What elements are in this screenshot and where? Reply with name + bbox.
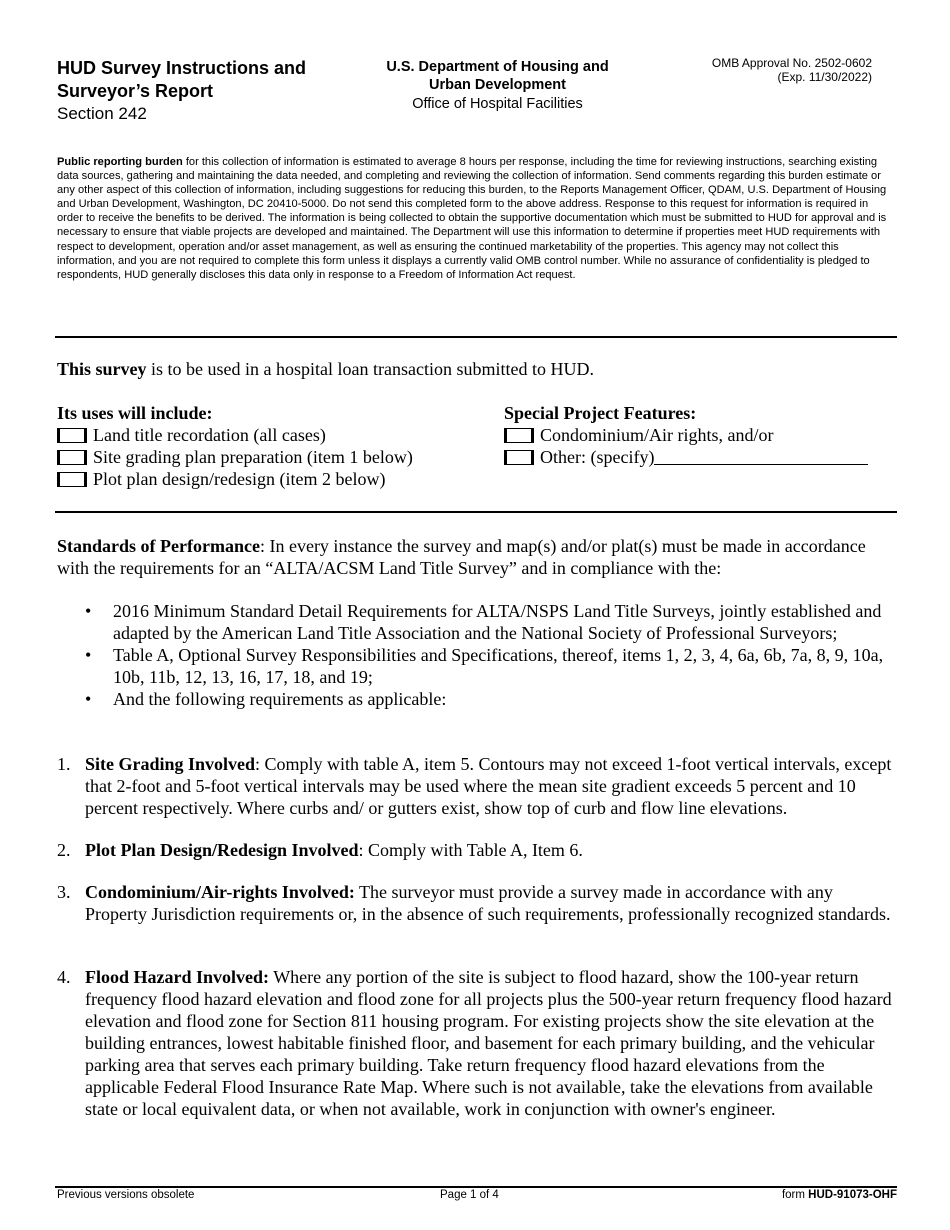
survey-text: is to be used in a hospital loan transaction submitted to HUD. — [146, 359, 594, 379]
requirement-site-grading — [57, 753, 899, 819]
requirement-lead: Condominium/Air-rights Involved: — [85, 882, 355, 902]
agency-name-line-1: U.S. Department of Housing and — [386, 59, 609, 75]
omb-approval-block — [690, 56, 872, 84]
list-item — [57, 688, 899, 710]
checkbox[interactable] — [504, 450, 534, 465]
uses-option-land-title[interactable] — [57, 424, 413, 446]
requirement-number: 1. — [57, 754, 71, 774]
footer-divider — [55, 1186, 897, 1188]
checkbox[interactable] — [57, 472, 87, 487]
divider-top — [55, 336, 897, 338]
requirement-plot-plan — [57, 839, 899, 861]
footer-page-number: Page 1 of 4 — [440, 1189, 499, 1201]
list-item — [57, 600, 899, 644]
survey-lead: This survey — [57, 359, 147, 379]
uses-option-label: Site grading plan preparation (item 1 below) — [93, 447, 413, 467]
divider-middle — [55, 511, 897, 513]
standards-lead: Standards of Performance — [57, 536, 260, 556]
requirement-text: The surveyor must provide a survey made in accordance with any Property Jurisdiction requirements or, in the absence of such requirements, professionally recognized standards. — [85, 882, 891, 924]
standards-of-performance — [57, 535, 899, 579]
requirement-number: 2. — [57, 840, 71, 860]
section-label: Section 242 — [57, 104, 147, 123]
survey-purpose — [57, 359, 594, 380]
burden-text: for this collection of information is estimated to average 8 hours per response, including the time for reviewing instructions, searching existing data sources, gathering and maintaining the data needed, and completing and reviewing the collection of information. Send comments regarding this burden estimate or any other aspect of this collection of information, including suggestions for reducing this burden, to the Reports Management Officer, QDAM, U.S. Department of Housing and Urban Development, Washington, DC 20410-5000. Do not send this completed form to the above address. Response to this request for information is required in order to receive the benefits to be derived. The information is being collected to obtain the supportive documentation which must be submitted to HUD for approval and is necessary to ensure that viable projects are developed and maintained. The Department will use this information to determine if properties meet HUD requirements with respect to development, operation and/or asset management, as well as ensuring the continued marketability of the properties. This agency may not collect this information, and you are not required to complete this form unless it displays a currently valid OMB control number. While no assurance of confidentiality is pledged to respondents, HUD generally discloses this data only in response to a Freedom of Information Act request. — [57, 156, 887, 281]
footer-previous-versions: Previous versions obsolete — [57, 1189, 195, 1201]
special-features-section — [504, 402, 868, 468]
bullet-icon: • — [85, 689, 92, 709]
uses-option-plot-plan[interactable] — [57, 468, 413, 490]
form-number: HUD-91073-OHF — [808, 1189, 897, 1201]
standards-text: : In every instance the survey and map(s) and/or plat(s) must be made in accordance with the requirements for an “ALTA/ACSM Land Title Survey” and in compliance with the: — [57, 536, 866, 578]
form-title-line-2: Surveyor’s Report — [57, 81, 214, 101]
bullet-icon: • — [85, 601, 92, 621]
requirement-number: 3. — [57, 882, 71, 902]
checkbox[interactable] — [504, 428, 534, 443]
specify-input-line[interactable] — [654, 450, 868, 465]
list-item — [57, 644, 899, 688]
form-prefix: form — [781, 1189, 809, 1201]
requirement-text: : Comply with Table A, Item 6. — [358, 840, 583, 860]
requirement-condominium — [57, 881, 899, 925]
requirement-number: 4. — [57, 967, 71, 987]
omb-approval-number: OMB Approval No. 2502-0602 — [711, 56, 872, 70]
requirement-text: : Comply with table A, item 5. Contours may not exceed 1-foot vertical intervals, except that 2-foot and 5-foot vertical intervals may be used where the mean site gradient exceeds 5 percent and 10 percent respectively. Where curbs and/ or gutters exist, show top of curb and flow line elevations. — [85, 754, 892, 818]
uses-option-site-grading[interactable] — [57, 446, 413, 468]
special-option-label: Condominium/Air rights, and/or — [540, 425, 774, 445]
standards-bullet-list — [57, 600, 899, 710]
requirement-lead: Flood Hazard Involved: — [85, 967, 270, 987]
special-option-condominium[interactable] — [504, 424, 868, 446]
checkbox[interactable] — [57, 450, 87, 465]
omb-expiration: (Exp. 11/30/2022) — [777, 70, 872, 84]
form-title-line-1: HUD Survey Instructions and — [57, 58, 307, 78]
requirement-lead: Plot Plan Design/Redesign Involved — [85, 840, 359, 860]
uses-option-label: Plot plan design/redesign (item 2 below) — [93, 469, 386, 489]
footer-form-number — [782, 1189, 897, 1201]
uses-section — [57, 402, 413, 490]
checkbox[interactable] — [57, 428, 87, 443]
burden-lead: Public reporting burden — [57, 156, 183, 168]
special-features-heading: Special Project Features: — [504, 403, 697, 423]
agency-block — [360, 58, 635, 114]
public-reporting-burden — [57, 155, 897, 282]
office-name: Office of Hospital Facilities — [412, 96, 583, 112]
requirement-lead: Site Grading Involved — [85, 754, 256, 774]
bullet-icon: • — [85, 645, 92, 665]
bullet-text: And the following requirements as applicable: — [113, 689, 447, 709]
bullet-text: 2016 Minimum Standard Detail Requirements for ALTA/NSPS Land Title Surveys, jointly established and adapted by the American Land Title Association and the National Society of Professional Surveyors; — [113, 601, 882, 643]
requirement-text: Where any portion of the site is subject to flood hazard, show the 100-year return frequency flood hazard elevation and flood zone for all projects plus the 500-year return frequency flood hazard elevation and flood zone for Section 811 housing program. For existing projects show the site elevation at the building entrances, lowest habitable finished floor, and basement for each primary building, and the vehicular parking area that serves each primary building. Take return frequency flood hazard elevations from the applicable Federal Flood Insurance Rate Map. Where such is not available, take the elevations from available state or local equivalent data, or when not available, work in conjunction with owner's engineer. — [85, 967, 892, 1119]
special-option-label: Other: (specify) — [540, 447, 655, 467]
requirement-flood-hazard — [57, 966, 899, 1120]
uses-heading: Its uses will include: — [57, 403, 213, 423]
form-title-block — [57, 57, 357, 125]
special-option-other[interactable] — [504, 446, 868, 468]
uses-option-label: Land title recordation (all cases) — [93, 425, 326, 445]
bullet-text: Table A, Optional Survey Responsibilities and Specifications, thereof, items 1, 2, 3, 4, 6a, 6b, 7a, 8, 9, 10a, 10b, 11b, 12, 13, 16, 17, 18, and 19; — [113, 645, 884, 687]
agency-name-line-2: Urban Development — [429, 77, 566, 93]
